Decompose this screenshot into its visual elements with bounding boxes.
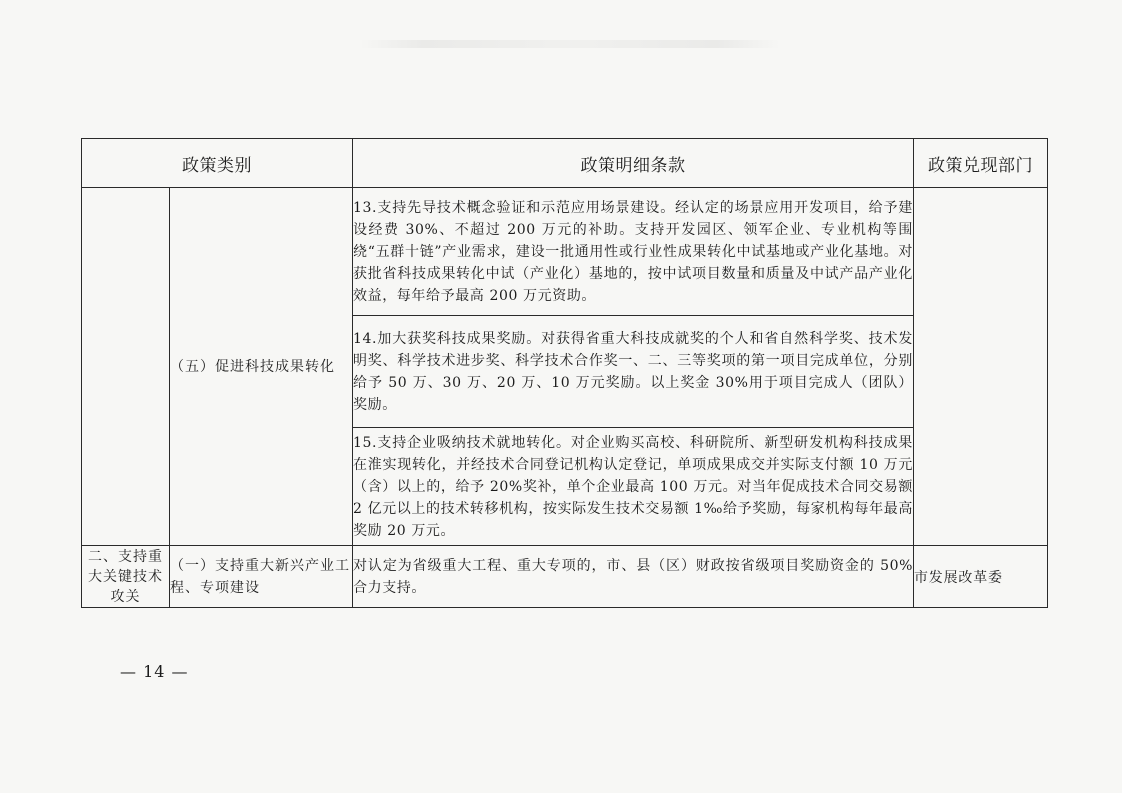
policy-item-detail: 对认定为省级重大工程、重大专项的，市、县（区）财政按省级项目奖励资金的 50%合力支持。: [353, 546, 914, 608]
policy-item-15: 15.支持企业吸纳技术就地转化。对企业购买高校、科研院所、新型研发机构科技成果在淮实现转化，并经技术合同登记机构认定登记，单项成果成交并实际支付额 10 万元（含）以上的，给予 20%奖补，单个企业最高 100 万元。对当年促成技术合同交易额 2 亿元以上的技术转移机构，按实际发生技术交易额 1‰给予奖励，每家机构每年最高奖励 20 万元。: [353, 428, 914, 546]
scan-artifact: [360, 40, 780, 48]
header-department: 政策兑现部门: [914, 139, 1048, 188]
policy-table: [81, 138, 1048, 608]
policy-item-13: 13.支持先导技术概念验证和示范应用场景建设。经认定的场景应用开发项目，给予建设经费 30%、不超过 200 万元的补助。支持开发园区、领军企业、专业机构等围绕“五群十链”产业需求，建设一批通用性或行业性成果转化中试基地或产业化基地。对获批省科技成果转化中试（产业化）基地的，按中试项目数量和质量及中试产品产业化效益，每年给予最高 200 万元资助。: [353, 188, 914, 316]
header-policy-category: 政策类别: [82, 139, 353, 188]
department-cell-empty: [914, 188, 1048, 546]
department-cell: 市发展改革委: [914, 546, 1048, 608]
subcategory-cell: （五）促进科技成果转化: [170, 188, 353, 546]
table-row: [82, 188, 1048, 316]
header-policy-detail: 政策明细条款: [353, 139, 914, 188]
table-header-row: [82, 139, 1048, 188]
category-cell-empty: [82, 188, 170, 546]
page-number: — 14 —: [120, 662, 189, 681]
subcategory-cell: （一）支持重大新兴产业工程、专项建设: [170, 546, 353, 608]
policy-item-14: 14.加大获奖科技成果奖励。对获得省重大科技成就奖的个人和省自然科学奖、技术发明奖、科学技术进步奖、科学技术合作奖一、二、三等奖项的第一项目完成单位，分别给予 50 万、30 万、20 万、10 万元奖励。以上奖金 30%用于项目完成人（团队）奖励。: [353, 316, 914, 428]
category-cell: 二、支持重大关键技术攻关: [82, 546, 170, 608]
table-row: [82, 546, 1048, 608]
